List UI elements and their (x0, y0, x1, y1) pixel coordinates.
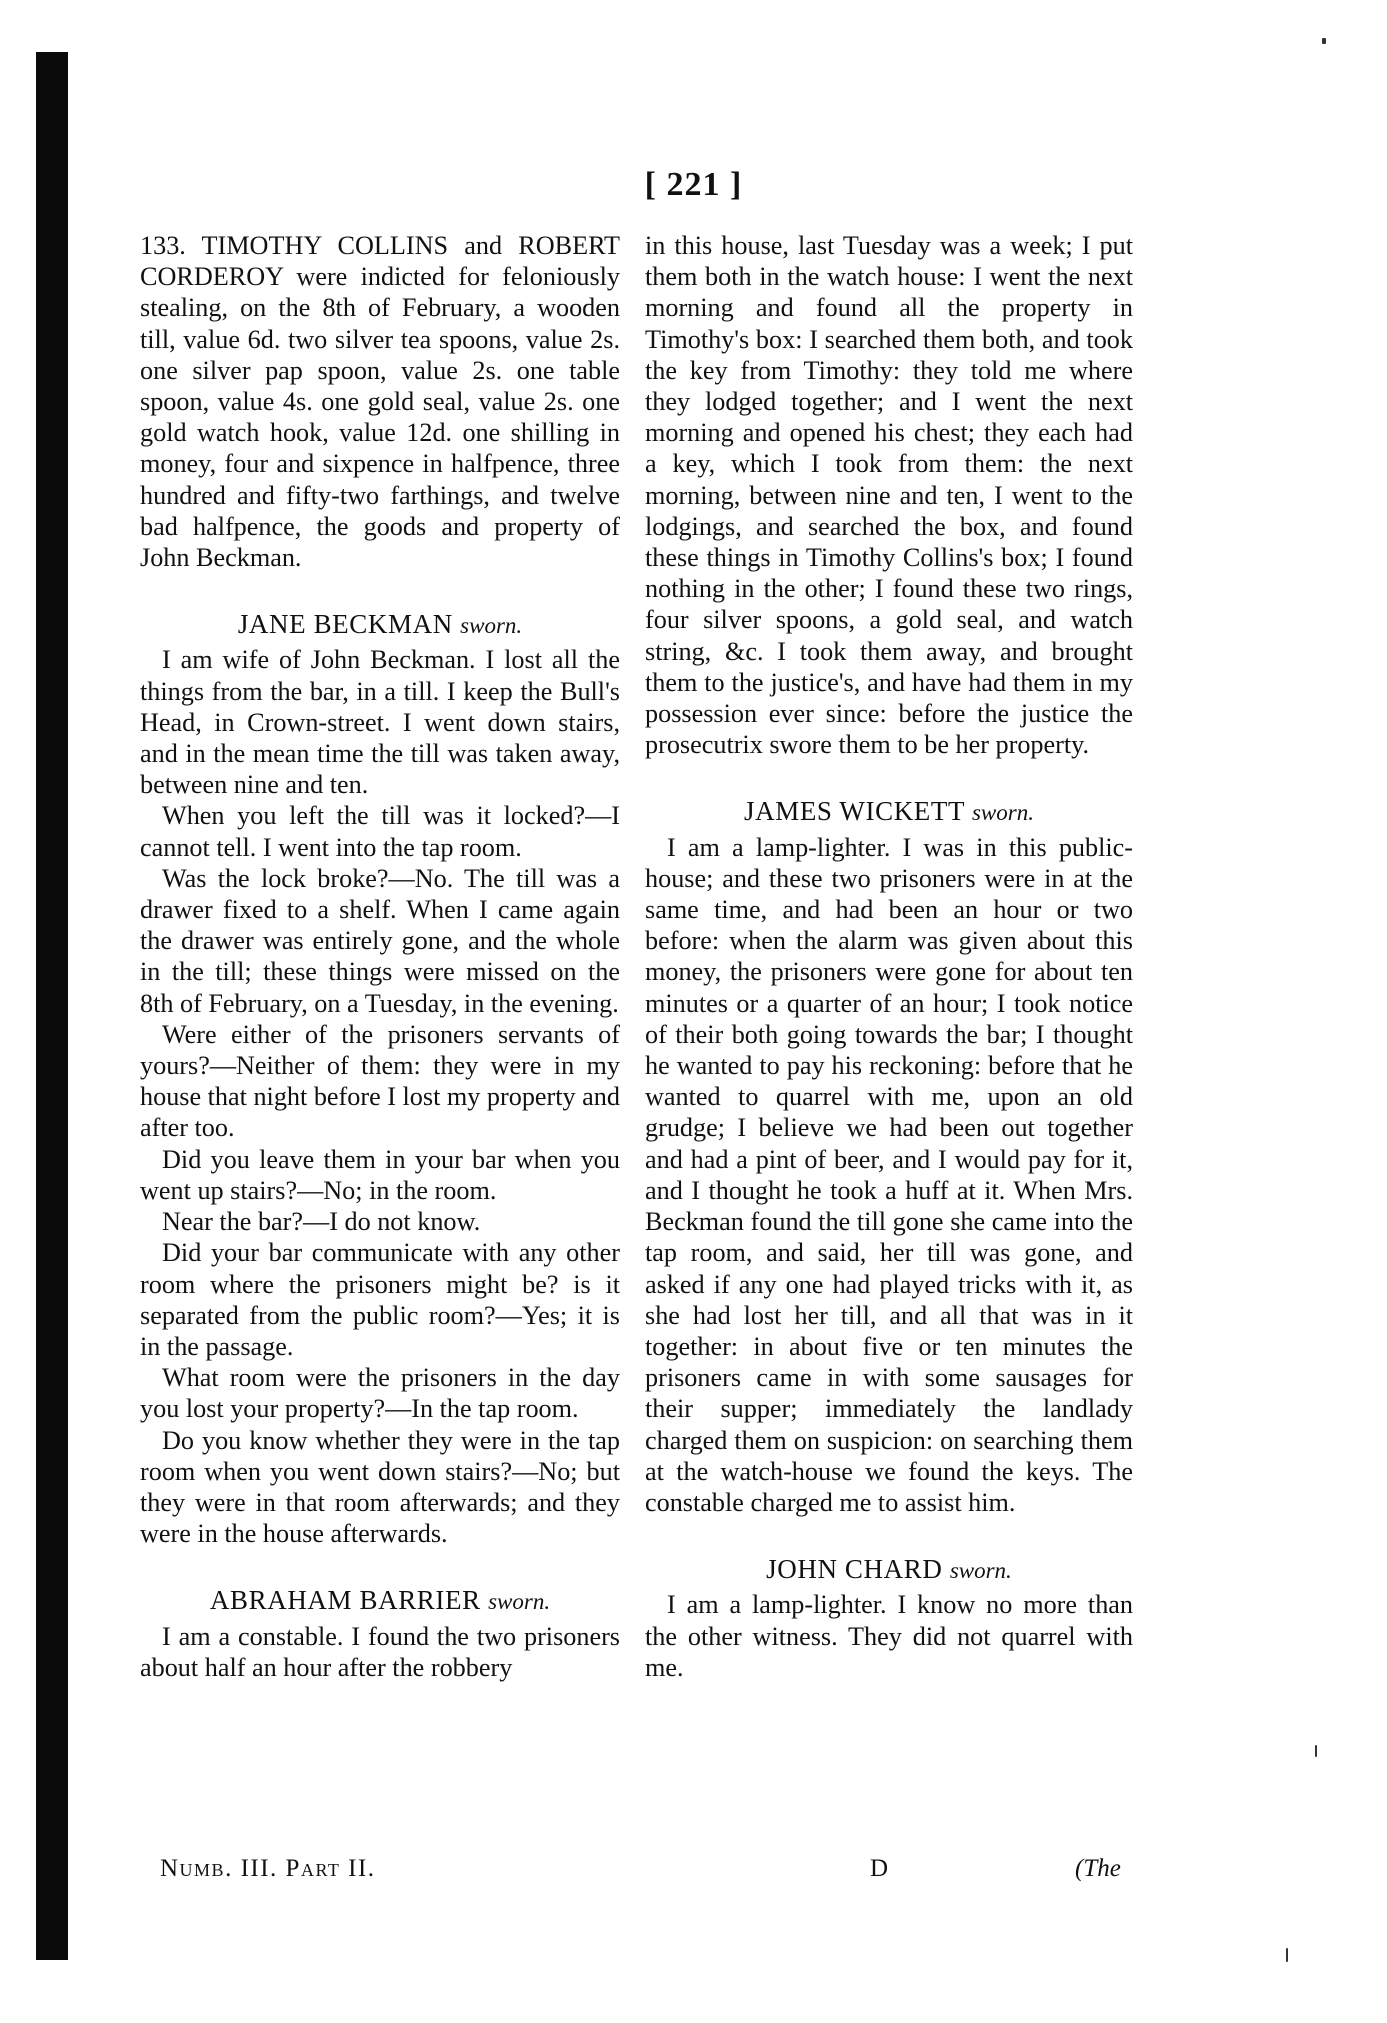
right-column (645, 230, 1133, 1683)
testimony-paragraph: Were either of the prisoners servants of yours?—Neither of them: they were in my house that night before I lost my property and after too. (140, 1019, 620, 1143)
sworn-label: sworn. (460, 613, 523, 639)
page-number: [ 221 ] (644, 166, 743, 203)
scan-speck (1286, 1948, 1288, 1962)
witness-heading (645, 1554, 1133, 1586)
testimony-paragraph: I am a lamp-lighter. I know no more than the other witness. They did not quarrel with me. (645, 1590, 1133, 1682)
page-binding-edge (36, 52, 68, 1960)
testimony-paragraph: Near the bar?—I do not know. (162, 1207, 481, 1237)
signature-letter: D (870, 1855, 889, 1882)
sworn-label: sworn. (949, 1558, 1012, 1584)
testimony-paragraph: I am a lamp-lighter. I was in this public-house; and these two prisoners were in at the same time, and had been an hour or two before: when the alarm was given about this money, the prisoners were gone for about ten minutes or a quarter of an hour; I took notice of their both going towards the bar; I thought he wanted to pay his reckoning: before that he wanted to quarrel with me, upon an old grudge; I believe we had been out together and had a pint of beer, and I would pay for it, and I thought he took a huff at it. When Mrs. Beckman found the till gone she came into the tap room, and said, her till was gone, and asked if any one had played tricks with it, as she had lost her till, and all that was in it together: in about five or ten minutes the prisoners came in with some sausages for their supper; immediately the landlady charged them on suspicion: on searching them at the watch-house we found the keys. The constable charged me to assist him. (645, 832, 1133, 1517)
witness-heading (140, 1585, 620, 1617)
testimony-paragraph: When you left the till was it locked?—I cannot tell. I went into the tap room. (140, 801, 620, 862)
scan-speck (1315, 1745, 1317, 1757)
left-column (140, 230, 620, 1683)
witness-name: JOHN CHARD (766, 1554, 943, 1585)
scan-speck (1322, 38, 1326, 44)
testimony-paragraph: What room were the prisoners in the day you lost your property?—In the tap room. (140, 1363, 620, 1424)
witness-name: JANE BECKMAN (237, 609, 453, 640)
witness-name: ABRAHAM BARRIER (209, 1585, 481, 1616)
sworn-label: sworn. (488, 1589, 551, 1615)
witness-heading (645, 796, 1133, 828)
witness-name: JAMES WICKETT (744, 796, 965, 827)
witness-heading (140, 609, 620, 641)
sworn-label: sworn. (971, 800, 1034, 826)
testimony-continuation: in this house, last Tuesday was a week; I put them both in the watch house: I went the next morning and found all the property in Timothy's box: I searched them both, and took the key from Timothy: they told me where they lodged together; and I went the next morning and opened his chest; they each had a key, which I took from them: the next morning, between nine and ten, I went to the lodgings, and searched the box, and found these things in Timothy Collins's box; I found nothing in the other; I found these two rings, four silver spoons, a gold seal, and watch string, &c. I took them away, and brought them to the justice's, and have had them in my possession ever since: before the justice the prosecutrix swore them to be her property. (645, 231, 1133, 760)
testimony-paragraph: Did you leave them in your bar when you went up stairs?—No; in the room. (140, 1144, 620, 1205)
testimony-paragraph: Do you know whether they were in the tap room when you went down stairs?—No; but they were in that room afterwards; and they were in the house afterwards. (140, 1425, 620, 1549)
case-intro: 133. TIMOTHY COLLINS and ROBERT CORDEROY were indicted for feloniously stealing, on the 8th of February, a wooden till, value 6d. two silver tea spoons, value 2s. one silver pap spoon, value 2s. one table spoon, value 4s. one gold seal, value 2s. one gold watch hook, value 12d. one shilling in money, four and sixpence in halfpence, three hundred and fifty-two farthings, and twelve bad halfpence, the goods and property of John Beckman. (140, 231, 620, 573)
catchword: (The (1075, 1855, 1121, 1882)
signature-mark: Numb. III. Part II. (160, 1855, 376, 1882)
testimony-paragraph: Did your bar communicate with any other room where the prisoners might be? is it separated from the public room?—Yes; it is in the passage. (140, 1238, 620, 1361)
testimony-paragraph: I am wife of John Beckman. I lost all the things from the bar, in a till. I keep the Bull's Head, in Crown-street. I went down stairs, and in the mean time the till was taken away, between nine and ten. (140, 645, 620, 800)
testimony-paragraph: I am a constable. I found the two prisoners about half an hour after the robbery (140, 1621, 620, 1682)
testimony-paragraph: Was the lock broke?—No. The till was a drawer fixed to a shelf. When I came again the drawer was entirely gone, and the whole in the till; these things were missed on the 8th of February, on a Tuesday, in the evening. (140, 863, 620, 1018)
